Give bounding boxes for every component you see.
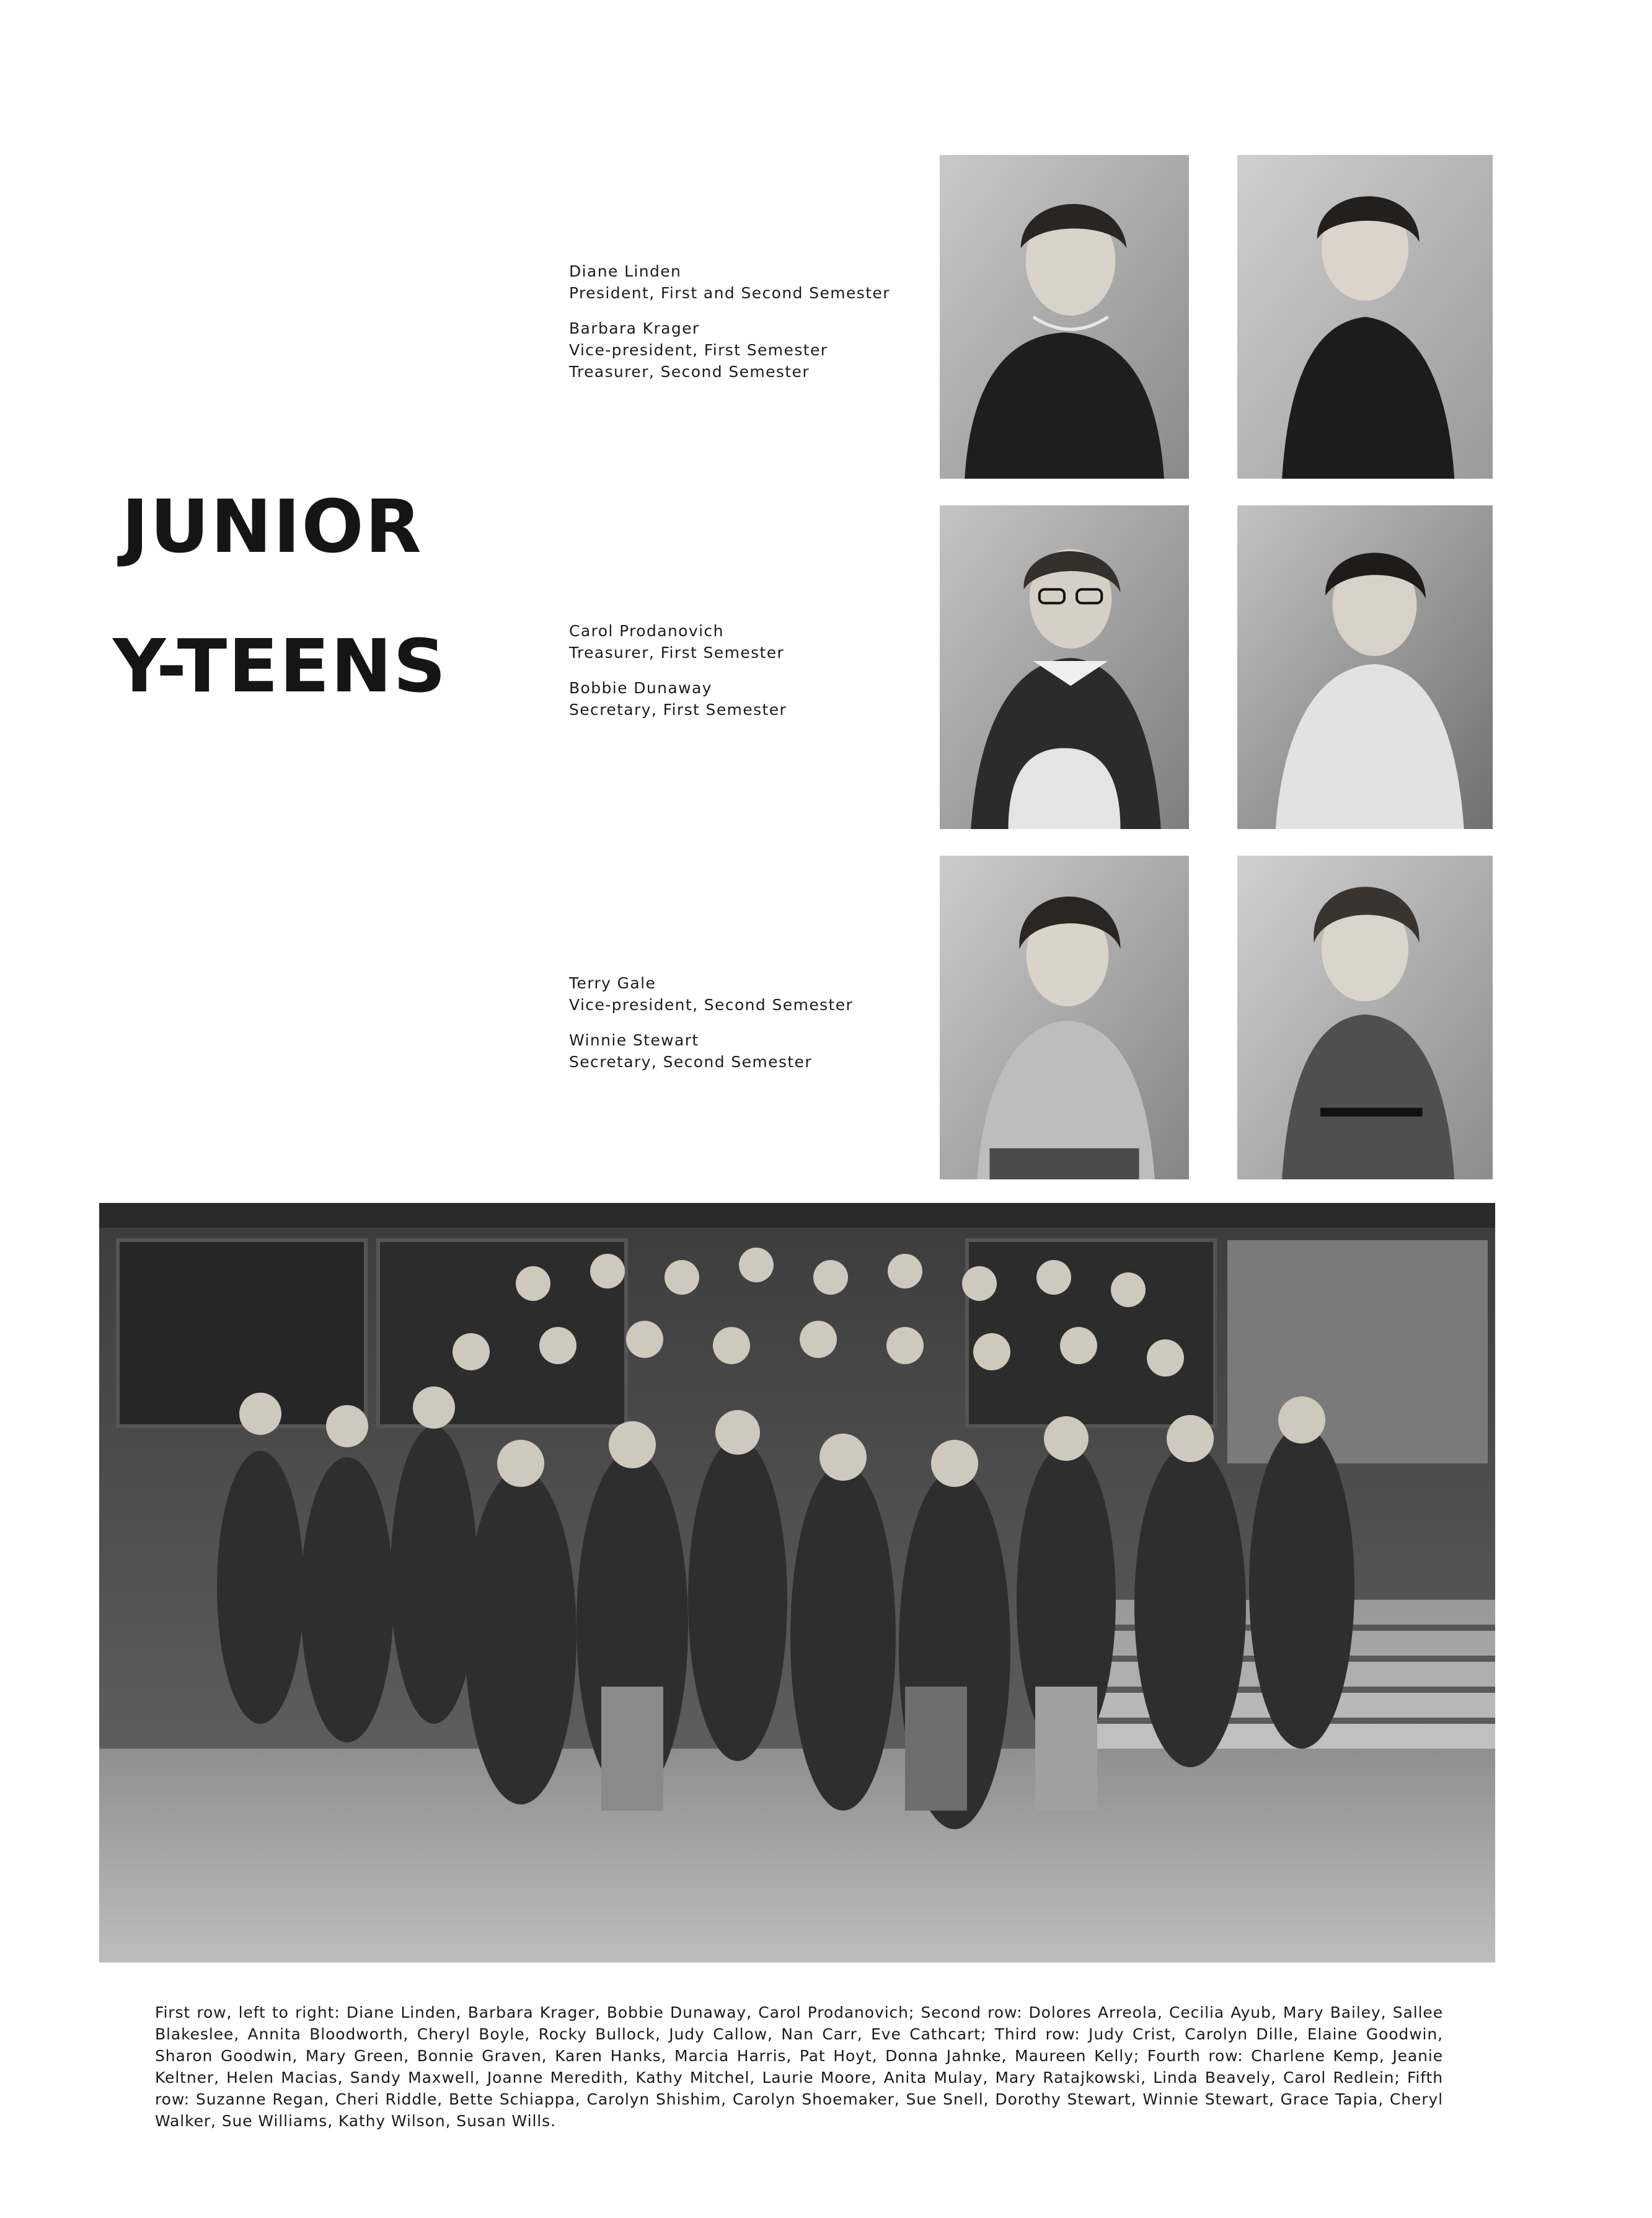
officer-role: Secretary, Second Semester <box>569 1053 813 1071</box>
officer-role: Secretary, First Semester <box>569 701 787 719</box>
officer-role: Vice-president, Second Semester <box>569 996 854 1014</box>
group-photo <box>99 1203 1495 1963</box>
officer-entry <box>569 677 916 721</box>
officer-entry <box>569 260 916 304</box>
portrait-photo-winnie-stewart <box>1237 856 1493 1179</box>
officer-name: Winnie Stewart <box>569 1031 699 1049</box>
officer-block-1 <box>569 260 916 396</box>
officer-block-2 <box>569 620 916 734</box>
portrait-photo-diane-linden <box>940 155 1189 479</box>
portrait-photo-barbara-krager <box>1237 155 1493 479</box>
officer-entry <box>569 317 916 383</box>
officer-block-3 <box>569 972 916 1086</box>
officer-role: President, First and Second Semester <box>569 284 890 302</box>
officer-role: Treasurer, Second Semester <box>569 363 810 381</box>
portrait-photo-bobbie-dunaway <box>1237 505 1493 829</box>
officer-entry <box>569 972 916 1016</box>
officer-name: Bobbie Dunaway <box>569 679 712 697</box>
officer-name: Diane Linden <box>569 262 682 280</box>
officer-name: Barbara Krager <box>569 319 700 337</box>
officer-role: Treasurer, First Semester <box>569 644 785 662</box>
group-photo-caption: First row, left to right: Diane Linden, Barbara Krager, Bobbie Dunaway, Carol Prodanovich; Second row: Dolores Arreola, Cecilia Ayub, Mary Bailey, Sallee Blakeslee, Annita Bloodworth, Cheryl Boyle, Rocky Bullock, Judy Callow, Nan Carr, Eve Cathcart; Third row: Judy Crist, Carolyn Dille, Elaine Goodwin, Sharon Goodwin, Mary Green, Bonnie Graven, Karen Hanks, Marcia Harris, Pat Hoyt, Donna Jahnke, Maureen Kelly; Fourth row: Charlene Kemp, Jeanie Keltner, Helen Macias, Sandy Maxwell, Joanne Meredith, Kathy Mitchel, Laurie Moore, Anita Mulay, Mary Ratajkowski, Linda Beavely, Carol Redlein; Fifth row: Suzanne Regan, Cheri Riddle, Bette Schiappa, Carolyn Shishim, Carolyn Shoemaker, Sue Snell, Dorothy Stewart, Winnie Stewart, Grace Tapia, Cheryl Walker, Sue Williams, Kathy Wilson, Susan Wills. <box>155 2003 1443 2130</box>
officer-name: Terry Gale <box>569 974 656 992</box>
officer-entry <box>569 620 916 663</box>
portrait-photo-carol-prodanovich <box>940 505 1189 829</box>
page-title-line-2: Y-TEENS <box>113 623 448 709</box>
page-title-line-1: JUNIOR <box>121 484 423 569</box>
officer-role: Vice-president, First Semester <box>569 341 828 359</box>
officer-entry <box>569 1029 916 1073</box>
portrait-photo-terry-gale <box>940 856 1189 1179</box>
officer-name: Carol Prodanovich <box>569 622 724 640</box>
